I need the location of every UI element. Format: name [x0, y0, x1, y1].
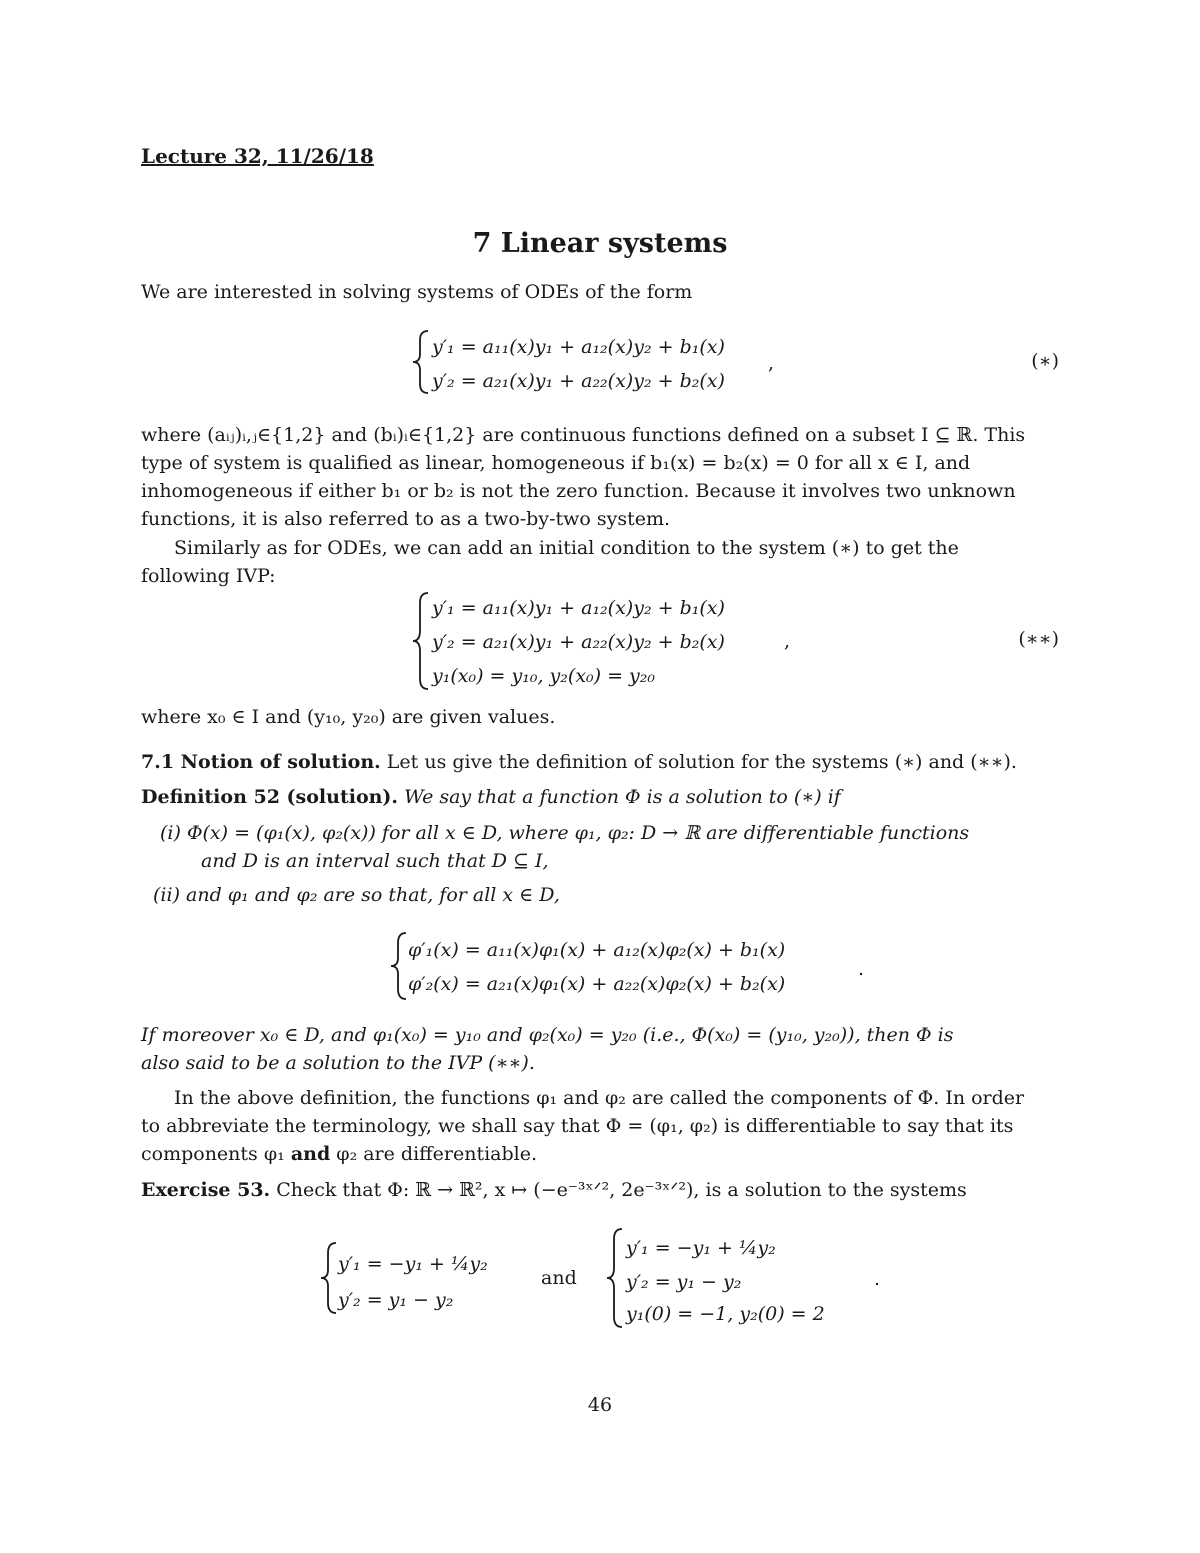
punctuation-comma: , — [784, 630, 791, 652]
paragraph-2-line-1: Similarly as for ODEs, we can add an initial condition to the system (∗) to get the — [174, 537, 959, 559]
paragraph-5-text-c: φ₂ are differentiable. — [330, 1143, 538, 1165]
system3-equation-2: φ′₂(x) = a₂₁(x)φ₁(x) + a₂₂(x)φ₂(x) + b₂(x) — [408, 973, 786, 995]
definition-line — [141, 783, 1061, 811]
intro-text: We are interested in solving systems of ODEs of the form — [141, 281, 693, 303]
system3-equation-1: φ′₁(x) = a₁₁(x)φ₁(x) + a₁₂(x)φ₂(x) + b₁(x) — [408, 939, 786, 961]
definition-item-1-line-1: (i) Φ(x) = (φ₁(x), φ₂(x)) for all x ∈ D, where φ₁, φ₂: D → ℝ are differentiable functions — [160, 822, 970, 844]
paragraph-5-bold-and: and — [290, 1143, 331, 1165]
left-brace-icon — [604, 1226, 628, 1330]
system5-initial-condition: y₁(0) = −1, y₂(0) = 2 — [626, 1303, 825, 1325]
system4-equation-2: y′₂ = y₁ − y₂ — [338, 1289, 454, 1311]
exercise-title: Exercise 53. — [141, 1179, 271, 1201]
lecture-header: Lecture 32, 11/26/18 — [141, 144, 374, 168]
system1-equation-1: y′₁ = a₁₁(x)y₁ + a₁₂(x)y₂ + b₁(x) — [432, 336, 725, 358]
paragraph-3: where x₀ ∈ I and (y₁₀, y₂₀) are given values. — [141, 706, 556, 728]
subsection-title: 7.1 Notion of solution. — [141, 751, 381, 773]
equation-label-star: (∗) — [1031, 350, 1059, 372]
paragraph-5-line-2: to abbreviate the terminology, we shall say that Φ = (φ₁, φ₂) is differentiable to say that its — [141, 1115, 1014, 1137]
definition-text: We say that a function Φ is a solution to (∗) if — [398, 786, 841, 808]
and-connector: and — [541, 1267, 577, 1289]
paragraph-2-line-2: following IVP: — [141, 565, 276, 587]
subsection-line — [141, 748, 1061, 776]
system2-initial-condition: y₁(x₀) = y₁₀, y₂(x₀) = y₂₀ — [432, 665, 656, 687]
system1-equation-2: y′₂ = a₂₁(x)y₁ + a₂₂(x)y₂ + b₂(x) — [432, 370, 725, 392]
paragraph-5-line-1: In the above definition, the functions φ₁ and φ₂ are called the components of Φ. In order — [174, 1087, 1025, 1109]
paragraph-4-line-2: also said to be a solution to the IVP (∗∗). — [141, 1052, 535, 1074]
exercise-line — [141, 1176, 1061, 1204]
punctuation-period: . — [874, 1268, 881, 1290]
paragraph-5-line-3 — [141, 1140, 1061, 1168]
left-brace-icon — [410, 328, 434, 396]
page-number: 46 — [587, 1394, 613, 1416]
definition-item-1-line-2: and D is an interval such that D ⊆ I, — [201, 850, 549, 872]
paragraph-1-line-3: inhomogeneous if either b₁ or b₂ is not the zero function. Because it involves two unknown — [141, 480, 1016, 502]
equation-label-double-star: (∗∗) — [1018, 628, 1059, 650]
punctuation-comma: , — [768, 352, 775, 374]
paragraph-1-line-1 — [141, 421, 1061, 449]
paragraph-1-line-2: type of system is qualified as linear, homogeneous if b₁(x) = b₂(x) = 0 for all x ∈ I, and — [141, 452, 971, 474]
paragraph-1-text: where (aᵢⱼ)ᵢ,ⱼ∈{1,2} and (bᵢ)ᵢ∈{1,2} are continuous functions defined on a subset I ⊆ ℝ. This — [141, 424, 1026, 446]
definition-item-2: (ii) and φ₁ and φ₂ are so that, for all x ∈ D, — [153, 884, 560, 906]
paragraph-1-line-4: functions, it is also referred to as a two-by-two system. — [141, 508, 671, 530]
paragraph-4-line-1: If moreover x₀ ∈ D, and φ₁(x₀) = y₁₀ and φ₂(x₀) = y₂₀ (i.e., Φ(x₀) = (y₁₀, y₂₀)), then Φ is — [141, 1024, 954, 1046]
left-brace-icon — [410, 590, 434, 692]
subsection-text: Let us give the definition of solution for the systems (∗) and (∗∗). — [380, 751, 1017, 773]
paragraph-5-text-a: components φ₁ — [141, 1143, 291, 1165]
system2-equation-2: y′₂ = a₂₁(x)y₁ + a₂₂(x)y₂ + b₂(x) — [432, 631, 725, 653]
definition-title: Definition 52 (solution). — [141, 786, 399, 808]
exercise-text: Check that Φ: ℝ → ℝ², x ↦ (−e⁻³ˣᐟ², 2e⁻³ˣᐟ²), is a solution to the systems — [270, 1179, 967, 1201]
system4-equation-1: y′₁ = −y₁ + ¼y₂ — [338, 1253, 488, 1275]
system5-equation-2: y′₂ = y₁ − y₂ — [626, 1271, 742, 1293]
system5-equation-1: y′₁ = −y₁ + ¼y₂ — [626, 1237, 776, 1259]
system2-equation-1: y′₁ = a₁₁(x)y₁ + a₁₂(x)y₂ + b₁(x) — [432, 597, 725, 619]
punctuation-period: . — [858, 958, 865, 980]
section-title: 7 Linear systems — [472, 228, 728, 259]
